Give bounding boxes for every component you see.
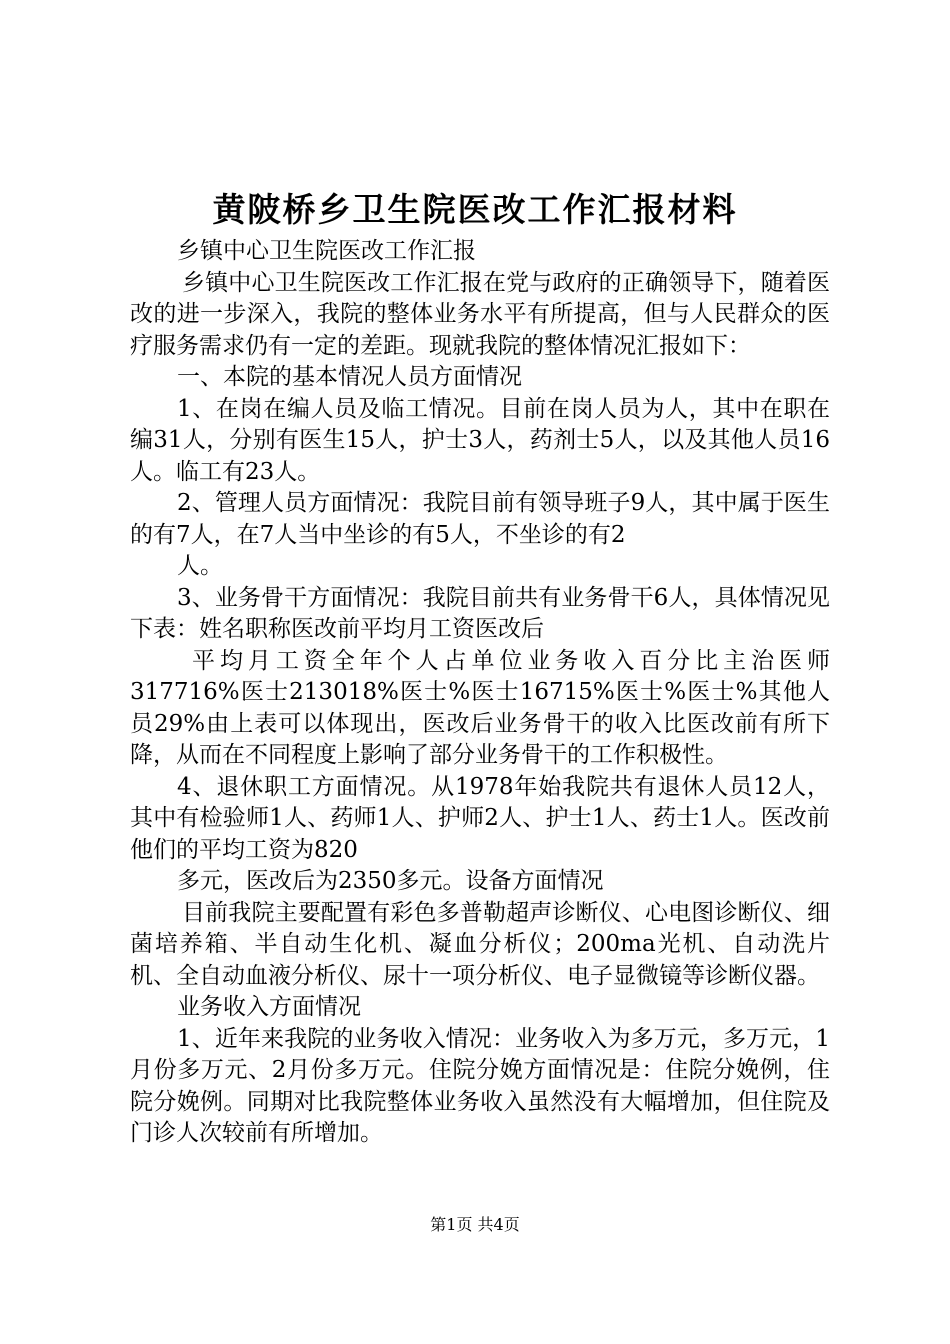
paragraph-section-income: 业务收入方面情况 [177, 994, 361, 1020]
page-footer: 第1页 共4页 [430, 1215, 520, 1234]
paragraph-income: 1、近年来我院的业务收入情况：业务收入为多万元，多万元，1月份多万元、2月份多万元。住院分娩方面情况是：住院分娩例，住院分娩例。同期对比我院整体业务收入虽然没有大幅增加，但住院及门诊人次较前有所增加。 [130, 1025, 830, 1146]
paragraph-intro: 乡镇中心卫生院医改工作汇报在党与政府的正确领导下，随着医改的进一步深入，我院的整体业务水平有所提高，但与人民群众的医疗服务需求仍有一定的差距。现就我院的整体情况汇报如下： [130, 269, 830, 359]
document-body [130, 236, 830, 1150]
paragraph-retired-cont: 多元，医改后为2350多元。设备方面情况 [177, 868, 604, 894]
paragraph-equipment: 目前我院主要配置有彩色多普勒超声诊断仪、心电图诊断仪、细菌培养箱、半自动生化机、凝血分析仪；200ma光机、自动洗片机、全自动血液分析仪、尿十一项分析仪、电子显微镜等诊断仪器。 [130, 899, 830, 989]
paragraph-staff: 1、在岗在编人员及临工情况。目前在岗人员为人，其中在职在编31人，分别有医生15人，护士3人，药剂士5人，以及其他人员16人。临工有23人。 [130, 395, 830, 485]
document-title: 黄陂桥乡卫生院医改工作汇报材料 [212, 190, 738, 229]
paragraph-management: 2、管理人员方面情况：我院目前有领导班子9人，其中属于医生的有7人，在7人当中坐诊的有5人，不坐诊的有2 [130, 490, 830, 548]
paragraph-retired: 4、退休职工方面情况。从1978年始我院共有退休人员12人，其中有检验师1人、药师1人、护师2人、护士1人、药士1人。医改前他们的平均工资为820 [130, 773, 830, 863]
paragraph-management-cont: 人。 [177, 553, 223, 579]
paragraph-section-1: 一、本院的基本情况人员方面情况 [177, 364, 522, 390]
paragraph-backbone-table: 平均月工资全年个人占单位业务收入百分比主治医师317716%医士213018%医士%医士16715%医士%医士%其他人员29%由上表可以体现出，医改后业务骨干的收入比医改前有所下降，从而在不同程度上影响了部分业务骨干的工作积极性。 [130, 647, 830, 768]
paragraph-subtitle: 乡镇中心卫生院医改工作汇报 [177, 238, 476, 264]
paragraph-backbone: 3、业务骨干方面情况：我院目前共有业务骨干6人，具体情况见下表：姓名职称医改前平均月工资医改后 [130, 584, 830, 642]
